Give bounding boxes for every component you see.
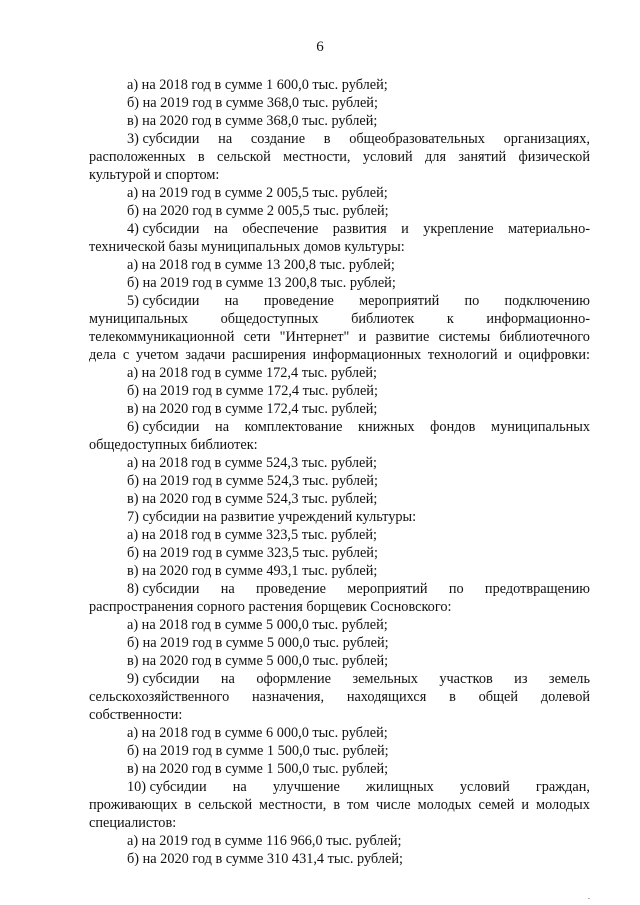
text-line	[89, 329, 590, 346]
text-word: комплектование	[244, 419, 343, 435]
text-word: земельных	[352, 671, 418, 687]
text-word: развития	[332, 221, 387, 237]
text-line: б) на 2019 год в сумме 368,0 тыс. рублей;	[127, 95, 378, 111]
text-line: а) на 2018 год в сумме 323,5 тыс. рублей;	[127, 527, 377, 543]
text-line: а) на 2018 год в сумме 524,3 тыс. рублей;	[127, 455, 377, 471]
text-line: б) на 2019 год в сумме 1 500,0 тыс. рублей;	[127, 743, 389, 759]
text-word: технологий	[427, 347, 498, 363]
text-word: числе	[375, 797, 411, 813]
text-line	[127, 293, 590, 310]
text-word: укрепление	[423, 221, 494, 237]
text-word: на	[232, 779, 247, 795]
text-line: специалистов:	[89, 815, 177, 831]
text-word: сельскохозяйственного	[89, 689, 230, 705]
text-line: б) на 2019 год в сумме 323,5 тыс. рублей;	[127, 545, 378, 561]
text-word: 4) субсидии	[127, 221, 200, 237]
text-word: фондов	[430, 419, 476, 435]
text-word: проведение	[263, 293, 334, 309]
text-word: библиотек	[351, 311, 415, 327]
text-line: в) на 2020 год в сумме 172,4 тыс. рублей;	[127, 401, 378, 417]
text-word: и	[504, 347, 512, 363]
text-word: к	[446, 311, 454, 327]
text-word: книжных	[358, 419, 415, 435]
text-word: в	[184, 797, 192, 813]
text-line: б) на 2020 год в сумме 2 005,5 тыс. рублей;	[127, 203, 389, 219]
text-word: материально-	[507, 221, 590, 237]
text-word: информационных	[312, 347, 422, 363]
text-word: граждан,	[535, 779, 590, 795]
text-line: а) на 2019 год в сумме 116 966,0 тыс. рублей;	[127, 833, 402, 849]
text-word: мероприятий	[359, 293, 440, 309]
text-word: жилищных	[366, 779, 434, 795]
text-word: на	[220, 671, 235, 687]
text-line: в) на 2020 год в сумме 1 500,0 тыс. рублей;	[127, 761, 389, 777]
text-word: сельской	[198, 797, 253, 813]
text-line: б) на 2019 год в сумме 172,4 тыс. рублей;	[127, 383, 378, 399]
text-line: б) на 2020 год в сумме 310 431,4 тыс. рублей;	[127, 851, 403, 867]
text-word: физической	[518, 149, 590, 165]
text-word: 9) субсидии	[127, 671, 200, 687]
text-line: б) на 2019 год в сумме 5 000,0 тыс. рублей;	[127, 635, 389, 651]
text-word: на	[224, 293, 239, 309]
text-line: а) на 2018 год в сумме 172,4 тыс. рублей;	[127, 365, 377, 381]
text-word: том	[347, 797, 370, 813]
text-line	[127, 581, 590, 598]
text-line: 7) субсидии на развитие учреждений культуры:	[127, 509, 417, 525]
text-word: земель	[548, 671, 590, 687]
text-word: условий	[362, 149, 413, 165]
text-word: находящихся	[346, 689, 427, 705]
text-word: и	[358, 329, 367, 345]
text-line	[127, 221, 590, 238]
text-word: по	[448, 581, 464, 597]
text-word: на	[218, 131, 233, 147]
text-word: и	[521, 797, 530, 813]
text-word: информационно-	[486, 311, 590, 327]
text-word: расширения	[232, 347, 306, 363]
text-word: предотвращению	[484, 581, 590, 597]
text-word: мероприятий	[347, 581, 428, 597]
text-word: для	[425, 149, 447, 165]
text-line: б) на 2019 год в сумме 524,3 тыс. рублей;	[127, 473, 378, 489]
text-word: 6) субсидии	[127, 419, 200, 435]
text-word: условий	[459, 779, 510, 795]
text-word: 5) субсидии	[127, 293, 200, 309]
text-word: общей	[478, 689, 519, 705]
text-word: общедоступных	[220, 311, 319, 327]
text-word: 8) субсидии	[127, 581, 200, 597]
text-line: а) на 2018 год в сумме 6 000,0 тыс. рублей;	[127, 725, 388, 741]
text-word: библиотечного	[499, 329, 590, 345]
text-word: системы	[438, 329, 491, 345]
text-word: в	[323, 131, 331, 147]
text-word: задачи	[185, 347, 226, 363]
text-word: создание	[250, 131, 306, 147]
text-line: а) на 2019 год в сумме 2 005,5 тыс. рублей;	[127, 185, 388, 201]
text-word: оформление	[256, 671, 331, 687]
text-word: муниципальных	[491, 419, 590, 435]
text-word: и	[401, 221, 409, 237]
text-word: подключению	[504, 293, 590, 309]
text-word: развитие	[375, 329, 430, 345]
text-line: общедоступных библиотек:	[89, 437, 258, 453]
text-word: в	[197, 149, 205, 165]
text-word: муниципальных	[89, 311, 188, 327]
page-number: 6	[316, 39, 324, 55]
text-line: собственности:	[89, 707, 183, 723]
text-word: на	[213, 221, 228, 237]
text-word: организациях,	[503, 131, 590, 147]
text-line	[89, 797, 590, 814]
text-word: молодых	[417, 797, 472, 813]
text-word: сети	[243, 329, 271, 345]
text-word: учетом	[135, 347, 179, 363]
text-line: культурой и спортом:	[89, 167, 220, 183]
text-word: по	[464, 293, 480, 309]
text-line: технической базы муниципальных домов культуры:	[89, 239, 405, 255]
text-word: обеспечение	[242, 221, 319, 237]
text-line	[127, 419, 590, 436]
text-word: молодых	[535, 797, 590, 813]
text-word: местности,	[259, 797, 327, 813]
text-line	[89, 347, 590, 364]
text-word: из	[514, 671, 528, 687]
text-word: на	[215, 419, 230, 435]
text-line: в) на 2020 год в сумме 368,0 тыс. рублей;	[127, 113, 378, 129]
text-word: улучшение	[272, 779, 340, 795]
text-word: местности,	[283, 149, 351, 165]
text-word: оцифровки:	[518, 347, 590, 363]
text-word: дела	[89, 347, 117, 363]
text-word: общеобразовательных	[349, 131, 485, 147]
text-word: проведение	[255, 581, 327, 597]
text-line: в) на 2020 год в сумме 493,1 тыс. рублей;	[127, 563, 378, 579]
text-word: 10) субсидии	[127, 779, 207, 795]
text-word: на	[220, 581, 235, 597]
corner-mark: .	[588, 892, 590, 901]
text-word: занятий	[458, 149, 507, 165]
text-line	[89, 149, 590, 166]
text-line: в) на 2020 год в сумме 524,3 тыс. рублей;	[127, 491, 378, 507]
text-word: сельской	[216, 149, 271, 165]
text-line: а) на 2018 год в сумме 5 000,0 тыс. рублей;	[127, 617, 388, 633]
text-line	[89, 311, 590, 328]
text-word: с	[122, 347, 130, 363]
text-line: б) на 2019 год в сумме 13 200,8 тыс. рублей;	[127, 275, 396, 291]
text-word: телекоммуникационной	[89, 329, 235, 345]
text-line: в) на 2020 год в сумме 5 000,0 тыс. рублей;	[127, 653, 389, 669]
text-line	[127, 779, 590, 796]
text-word: расположенных	[89, 149, 186, 165]
text-word: в	[449, 689, 456, 705]
text-word: долевой	[540, 689, 590, 705]
text-word: назначения,	[251, 689, 325, 705]
text-word: "Интернет"	[279, 329, 350, 345]
text-word: 3) субсидии	[127, 131, 200, 147]
text-line	[127, 131, 590, 148]
text-line: распространения сорного растения борщевик Сосновского:	[89, 599, 452, 615]
text-line: а) на 2018 год в сумме 13 200,8 тыс. рублей;	[127, 257, 395, 273]
text-line	[89, 689, 590, 706]
text-line	[127, 671, 590, 688]
text-word: семей	[478, 797, 515, 813]
text-word: в	[333, 797, 341, 813]
text-line: а) на 2018 год в сумме 1 600,0 тыс. рублей;	[127, 77, 388, 93]
text-word: проживающих	[89, 797, 178, 813]
text-word: участков	[439, 671, 493, 687]
